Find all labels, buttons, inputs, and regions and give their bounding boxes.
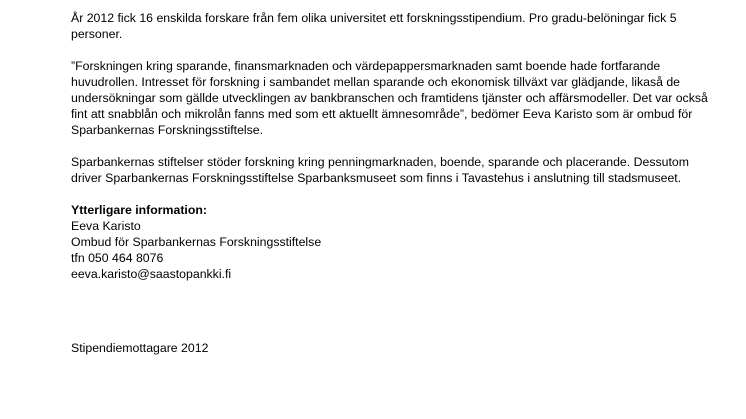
contact-phone: tfn 050 464 8076 <box>71 251 164 265</box>
paragraph-quote: ”Forskningen kring sparande, finansmarknaden och värdepappersmarknaden samt boende hade fortfarande huvudrollen. Intresset för forskning i sambandet mellan sparande och ekonomisk tillväxt var glädjande, likaså de undersökningar som gällde utvecklingen av bankbranschen och framtidens tjänster och affärsmodeller. Det var också fint att snabblån och mikrolån fanns med som ett aktuellt ämnesområde”, bedömer Eeva Karisto som är ombud för Sparbankernas Forskningsstiftelse. <box>71 59 708 137</box>
paragraph-foundations: Sparbankernas stiftelser stöder forskning kring penningmarknaden, boende, sparande och placerande. Dessutom driver Sparbankernas Forskningsstiftelse Sparbanksmuseet som finns i Tavastehus i anslutning till stadsmuseet. <box>71 155 689 185</box>
contact-heading: Ytterligare information: <box>71 203 207 217</box>
document-body <box>71 10 711 282</box>
contact-email: eeva.karisto@saastopankki.fi <box>71 267 232 281</box>
contact-role: Ombud för Sparbankernas Forskningsstiftelse <box>71 235 322 249</box>
contact-name: Eeva Karisto <box>71 219 141 233</box>
contact-block <box>71 202 711 282</box>
closing-title: Stipendiemottagare 2012 <box>71 341 209 355</box>
paragraph-intro: År 2012 fick 16 enskilda forskare från fem olika universitet ett forskningsstipendium. Pro gradu-belöningar fick 5 personer. <box>71 11 677 41</box>
